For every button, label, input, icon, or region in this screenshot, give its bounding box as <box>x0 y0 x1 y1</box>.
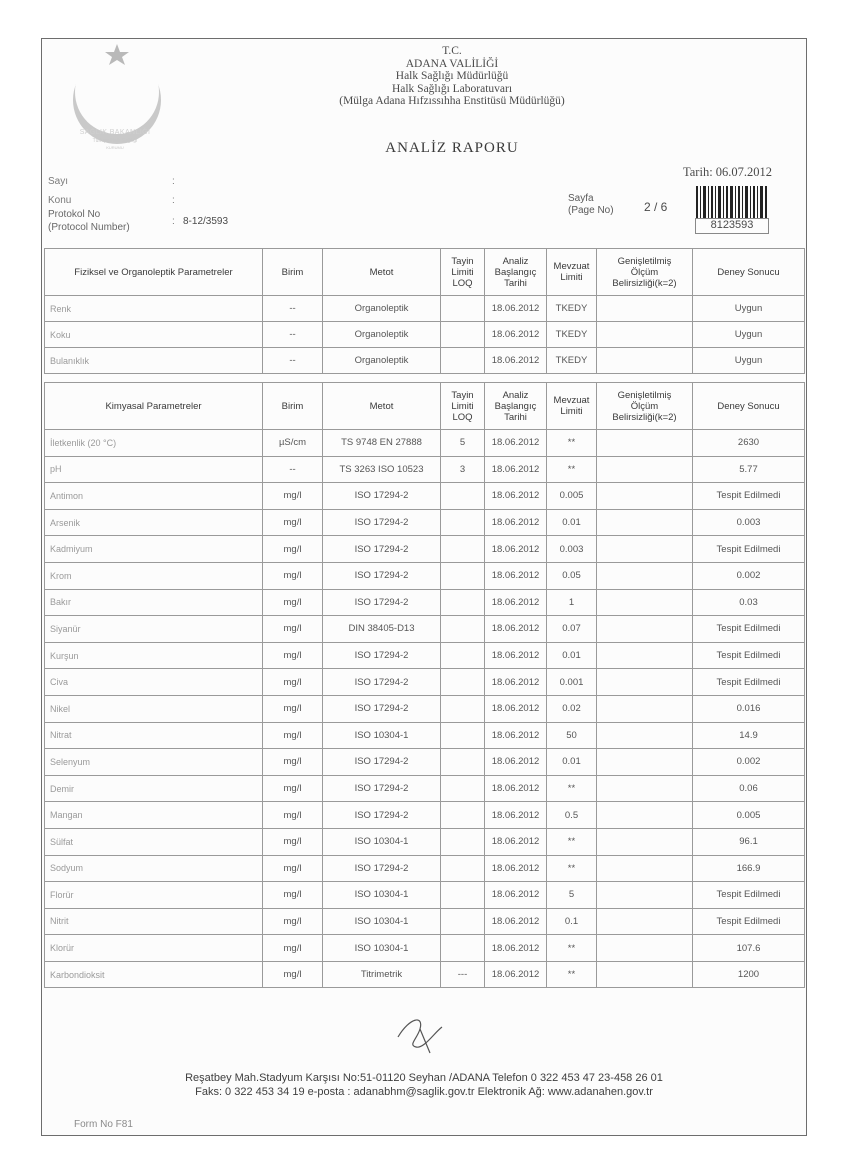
result-cell: 0.002 <box>693 562 805 589</box>
unit-cell: -- <box>263 348 323 374</box>
table-header-row <box>45 249 805 296</box>
unit-column-header: Birim <box>263 383 323 430</box>
unit-cell: mg/l <box>263 695 323 722</box>
limit-cell: ** <box>547 828 597 855</box>
table-row <box>45 430 805 457</box>
date-cell: 18.06.2012 <box>485 935 547 962</box>
header-line: LOQ <box>452 277 473 289</box>
uncertainty-cell <box>597 322 693 348</box>
unit-cell: mg/l <box>263 589 323 616</box>
unit-column-header: Birim <box>263 249 323 296</box>
date-cell: 18.06.2012 <box>485 882 547 909</box>
limit-cell: ** <box>547 775 597 802</box>
result-cell: Tespit Edilmedi <box>693 882 805 909</box>
result-column-header: Deney Sonucu <box>693 249 805 296</box>
page-number: 2 / 6 <box>644 200 668 214</box>
table-row <box>45 509 805 536</box>
uncertainty-cell <box>597 669 693 696</box>
method-cell: ISO 17294-2 <box>323 642 441 669</box>
parameter-cell: Antimon <box>45 483 263 510</box>
unit-cell: mg/l <box>263 562 323 589</box>
limit-cell: 0.02 <box>547 695 597 722</box>
limit-cell: 50 <box>547 722 597 749</box>
limit-cell: 0.01 <box>547 749 597 776</box>
limit-column-header <box>547 383 597 430</box>
table-row <box>45 456 805 483</box>
parameter-cell: Selenyum <box>45 749 263 776</box>
report-title: ANALİZ RAPORU <box>385 140 519 156</box>
limit-cell: ** <box>547 456 597 483</box>
parameter-cell: Civa <box>45 669 263 696</box>
unit-cell: -- <box>263 296 323 322</box>
date-cell: 18.06.2012 <box>485 456 547 483</box>
footer-contact <box>42 1071 806 1099</box>
logo-caption-3: KURUMU <box>106 145 124 150</box>
header-line: Analiz <box>502 255 529 267</box>
uncertainty-cell <box>597 562 693 589</box>
parameter-cell: Florür <box>45 882 263 909</box>
method-cell: TS 9748 EN 27888 <box>323 430 441 457</box>
parameter-cell: Bulanıklık <box>45 348 263 374</box>
result-cell: 0.016 <box>693 695 805 722</box>
loq-cell <box>441 935 485 962</box>
loq-cell <box>441 855 485 882</box>
header-line: Limiti <box>451 266 474 278</box>
header-line: Tayin <box>451 255 474 267</box>
parameter-cell: Nitrit <box>45 908 263 935</box>
method-cell: Organoleptik <box>323 296 441 322</box>
uncertainty-cell <box>597 935 693 962</box>
chemical-parameters-table <box>44 382 805 988</box>
parameter-cell: Klorür <box>45 935 263 962</box>
table-row <box>45 669 805 696</box>
parameter-cell: Sodyum <box>45 855 263 882</box>
table-row <box>45 855 805 882</box>
limit-cell: 0.001 <box>547 669 597 696</box>
date-cell: 18.06.2012 <box>485 642 547 669</box>
header-line: Başlangıç <box>494 400 537 412</box>
unit-cell: mg/l <box>263 669 323 696</box>
heading-line: ADANA VALİLİĞİ <box>405 57 499 70</box>
date-cell: 18.06.2012 <box>485 483 547 510</box>
method-cell: Organoleptik <box>323 348 441 374</box>
protocol-label-en: (Protocol Number) <box>48 222 130 233</box>
unit-cell: -- <box>263 456 323 483</box>
parameter-cell: pH <box>45 456 263 483</box>
method-cell: ISO 17294-2 <box>323 775 441 802</box>
result-cell: 14.9 <box>693 722 805 749</box>
unit-cell: mg/l <box>263 882 323 909</box>
uncertainty-cell <box>597 961 693 988</box>
date-cell: 18.06.2012 <box>485 855 547 882</box>
result-cell: 0.003 <box>693 509 805 536</box>
parameter-cell: Arsenik <box>45 509 263 536</box>
unit-cell: mg/l <box>263 775 323 802</box>
physical-parameters-table <box>44 248 805 374</box>
method-cell: ISO 17294-2 <box>323 802 441 829</box>
method-cell: ISO 17294-2 <box>323 749 441 776</box>
loq-cell <box>441 616 485 643</box>
uncertainty-cell <box>597 882 693 909</box>
header-line: Başlangıç <box>494 266 537 278</box>
uncertainty-cell <box>597 296 693 322</box>
table-row <box>45 828 805 855</box>
loq-cell <box>441 749 485 776</box>
header-line: LOQ <box>452 411 473 423</box>
limit-cell: 0.1 <box>547 908 597 935</box>
limit-cell: ** <box>547 961 597 988</box>
date-column-header <box>485 249 547 296</box>
unit-cell: mg/l <box>263 722 323 749</box>
uncertainty-cell <box>597 775 693 802</box>
date-cell: 18.06.2012 <box>485 749 547 776</box>
unit-cell: mg/l <box>263 908 323 935</box>
table-row <box>45 935 805 962</box>
method-cell: ISO 17294-2 <box>323 855 441 882</box>
signature-icon <box>390 1007 450 1057</box>
unit-cell: mg/l <box>263 749 323 776</box>
param-column-header: Fiziksel ve Organoleptik Parametreler <box>45 249 263 296</box>
loq-cell: 5 <box>441 430 485 457</box>
limit-cell: ** <box>547 935 597 962</box>
result-cell: 166.9 <box>693 855 805 882</box>
table-row <box>45 322 805 348</box>
parameter-cell: Koku <box>45 322 263 348</box>
table-row <box>45 296 805 322</box>
method-cell: TS 3263 ISO 10523 <box>323 456 441 483</box>
table-row <box>45 642 805 669</box>
barcode-number: 8123593 <box>695 218 769 234</box>
method-cell: ISO 17294-2 <box>323 695 441 722</box>
uncertainty-cell <box>597 828 693 855</box>
table-row <box>45 536 805 563</box>
header-line: Genişletilmiş <box>617 389 672 401</box>
loq-cell <box>441 695 485 722</box>
konu-separator: : <box>172 195 175 206</box>
table-row <box>45 483 805 510</box>
uncertainty-column-header <box>597 383 693 430</box>
header-line: Ölçüm <box>630 400 659 412</box>
date-cell: 18.06.2012 <box>485 828 547 855</box>
date-cell: 18.06.2012 <box>485 669 547 696</box>
protocol-number: 8-12/3593 <box>183 216 229 227</box>
date-cell: 18.06.2012 <box>485 296 547 322</box>
table-row <box>45 589 805 616</box>
loq-cell <box>441 882 485 909</box>
uncertainty-cell <box>597 509 693 536</box>
uncertainty-cell <box>597 908 693 935</box>
unit-cell: mg/l <box>263 961 323 988</box>
konu-label: Konu <box>48 195 72 206</box>
result-cell: 0.005 <box>693 802 805 829</box>
loq-cell: --- <box>441 961 485 988</box>
header-line: Mevzuat <box>553 261 590 272</box>
parameter-cell: İletkenlik (20 °C) <box>45 430 263 457</box>
result-cell: 1200 <box>693 961 805 988</box>
uncertainty-cell <box>597 802 693 829</box>
table-row <box>45 961 805 988</box>
limit-cell: 5 <box>547 882 597 909</box>
unit-cell: mg/l <box>263 828 323 855</box>
uncertainty-cell <box>597 536 693 563</box>
loq-cell: 3 <box>441 456 485 483</box>
header-line: Tayin <box>451 389 474 401</box>
parameter-cell: Bakır <box>45 589 263 616</box>
heading-line: Halk Sağlığı Laboratuvarı <box>391 82 513 95</box>
result-cell: Tespit Edilmedi <box>693 908 805 935</box>
date-cell: 18.06.2012 <box>485 961 547 988</box>
parameter-cell: Nitrat <box>45 722 263 749</box>
result-cell: Uygun <box>693 296 805 322</box>
result-cell: 0.03 <box>693 589 805 616</box>
form-number: Form No F81 <box>74 1119 133 1130</box>
method-cell: ISO 17294-2 <box>323 483 441 510</box>
header-line: Limiti <box>560 406 583 417</box>
parameter-cell: Demir <box>45 775 263 802</box>
uncertainty-cell <box>597 749 693 776</box>
result-cell: 0.002 <box>693 749 805 776</box>
table-row <box>45 348 805 374</box>
method-column-header: Metot <box>323 383 441 430</box>
limit-cell: 0.5 <box>547 802 597 829</box>
uncertainty-cell <box>597 483 693 510</box>
date-cell: 18.06.2012 <box>485 775 547 802</box>
sayi-separator: : <box>172 176 175 187</box>
method-cell: ISO 10304-1 <box>323 935 441 962</box>
table-row <box>45 722 805 749</box>
method-cell: ISO 10304-1 <box>323 908 441 935</box>
loq-cell <box>441 322 485 348</box>
loq-cell <box>441 722 485 749</box>
param-column-header: Kimyasal Parametreler <box>45 383 263 430</box>
uncertainty-cell <box>597 430 693 457</box>
limit-cell: 0.003 <box>547 536 597 563</box>
protocol-separator: : <box>172 216 175 227</box>
header-line: Genişletilmiş <box>617 255 672 267</box>
limit-cell: 0.05 <box>547 562 597 589</box>
institution-heading <box>192 45 712 108</box>
uncertainty-cell <box>597 695 693 722</box>
unit-cell: mg/l <box>263 935 323 962</box>
report-date: Tarih: 06.07.2012 <box>683 165 773 179</box>
result-cell: Tespit Edilmedi <box>693 616 805 643</box>
header-line: Belirsizliği(k=2) <box>612 411 677 423</box>
heading-line: Halk Sağlığı Müdürlüğü <box>395 70 509 82</box>
limit-cell: TKEDY <box>547 296 597 322</box>
date-cell: 18.06.2012 <box>485 722 547 749</box>
loq-cell <box>441 536 485 563</box>
loq-cell <box>441 828 485 855</box>
header-line: Tarihi <box>504 277 527 289</box>
unit-cell: mg/l <box>263 509 323 536</box>
uncertainty-cell <box>597 722 693 749</box>
parameter-cell: Siyanür <box>45 616 263 643</box>
date-cell: 18.06.2012 <box>485 322 547 348</box>
limit-cell: TKEDY <box>547 322 597 348</box>
loq-cell <box>441 802 485 829</box>
report-page <box>41 38 807 1136</box>
header-line: Mevzuat <box>553 395 590 406</box>
table-row <box>45 562 805 589</box>
date-cell: 18.06.2012 <box>485 616 547 643</box>
uncertainty-cell <box>597 616 693 643</box>
loq-cell <box>441 483 485 510</box>
logo-caption: SAĞLIK BAKANLIĞI <box>79 129 151 136</box>
unit-cell: mg/l <box>263 802 323 829</box>
method-cell: ISO 17294-2 <box>323 509 441 536</box>
limit-cell: TKEDY <box>547 348 597 374</box>
uncertainty-cell <box>597 642 693 669</box>
parameter-cell: Nikel <box>45 695 263 722</box>
result-cell: 5.77 <box>693 456 805 483</box>
limit-column-header <box>547 249 597 296</box>
parameter-cell: Kadmiyum <box>45 536 263 563</box>
method-cell: ISO 10304-1 <box>323 882 441 909</box>
loq-cell <box>441 642 485 669</box>
sayi-label: Sayı <box>48 176 69 187</box>
result-cell: Tespit Edilmedi <box>693 642 805 669</box>
date-column-header <box>485 383 547 430</box>
page-label-tr: Sayfa <box>568 193 594 204</box>
result-cell: Tespit Edilmedi <box>693 536 805 563</box>
result-cell: 96.1 <box>693 828 805 855</box>
parameter-cell: Mangan <box>45 802 263 829</box>
loq-cell <box>441 589 485 616</box>
method-cell: ISO 10304-1 <box>323 722 441 749</box>
logo-caption-2: Türkiye Halk Sağlığı <box>92 138 138 144</box>
header-line: Limiti <box>451 400 474 412</box>
protocol-label: Protokol No <box>48 209 101 220</box>
date-cell: 18.06.2012 <box>485 562 547 589</box>
header-line: Belirsizliği(k=2) <box>612 277 677 289</box>
header-line: Analiz <box>502 389 529 401</box>
method-cell: Titrimetrik <box>323 961 441 988</box>
unit-cell: mg/l <box>263 536 323 563</box>
loq-cell <box>441 562 485 589</box>
method-cell: ISO 17294-2 <box>323 536 441 563</box>
unit-cell: mg/l <box>263 616 323 643</box>
table-row <box>45 802 805 829</box>
result-cell: Tespit Edilmedi <box>693 483 805 510</box>
table-row <box>45 908 805 935</box>
limit-cell: 1 <box>547 589 597 616</box>
parameter-cell: Krom <box>45 562 263 589</box>
result-cell: Uygun <box>693 348 805 374</box>
parameter-cell: Kurşun <box>45 642 263 669</box>
header-line: Limiti <box>560 272 583 283</box>
limit-cell: ** <box>547 855 597 882</box>
result-column-header: Deney Sonucu <box>693 383 805 430</box>
table-row <box>45 749 805 776</box>
method-cell: ISO 17294-2 <box>323 669 441 696</box>
table-row <box>45 695 805 722</box>
date-cell: 18.06.2012 <box>485 908 547 935</box>
uncertainty-cell <box>597 589 693 616</box>
loq-cell <box>441 296 485 322</box>
uncertainty-column-header <box>597 249 693 296</box>
result-cell: Tespit Edilmedi <box>693 669 805 696</box>
unit-cell: mg/l <box>263 483 323 510</box>
loq-cell <box>441 669 485 696</box>
page-label <box>568 193 614 217</box>
loq-column-header <box>441 383 485 430</box>
table-header-row <box>45 383 805 430</box>
header-line: Tarihi <box>504 411 527 423</box>
result-cell: 0.06 <box>693 775 805 802</box>
date-cell: 18.06.2012 <box>485 589 547 616</box>
limit-cell: ** <box>547 430 597 457</box>
loq-cell <box>441 908 485 935</box>
date-cell: 18.06.2012 <box>485 695 547 722</box>
page-label-en: (Page No) <box>568 205 614 216</box>
table-row <box>45 775 805 802</box>
limit-cell: 0.01 <box>547 642 597 669</box>
unit-cell: mg/l <box>263 642 323 669</box>
method-cell: ISO 17294-2 <box>323 562 441 589</box>
parameter-cell: Karbondioksit <box>45 961 263 988</box>
loq-cell <box>441 348 485 374</box>
result-cell: 2630 <box>693 430 805 457</box>
method-cell: ISO 10304-1 <box>323 828 441 855</box>
header-line: Ölçüm <box>630 266 659 278</box>
loq-cell <box>441 509 485 536</box>
limit-cell: 0.07 <box>547 616 597 643</box>
date-cell: 18.06.2012 <box>485 536 547 563</box>
loq-column-header <box>441 249 485 296</box>
unit-cell: µS/cm <box>263 430 323 457</box>
date-cell: 18.06.2012 <box>485 348 547 374</box>
uncertainty-cell <box>597 348 693 374</box>
parameter-cell: Renk <box>45 296 263 322</box>
table-row <box>45 882 805 909</box>
limit-cell: 0.005 <box>547 483 597 510</box>
result-cell: Uygun <box>693 322 805 348</box>
footer-contact-line: Faks: 0 322 453 34 19 e-posta : adanabhm@saglik.gov.tr Elektronik Ağ: www.adanahen.gov.tr <box>195 1086 653 1098</box>
date-cell: 18.06.2012 <box>485 802 547 829</box>
footer-address: Reşatbey Mah.Stadyum Karşısı No:51-01120 Seyhan /ADANA Telefon 0 322 453 47 23-458 26 01 <box>185 1072 663 1084</box>
date-cell: 18.06.2012 <box>485 509 547 536</box>
heading-line: T.C. <box>442 45 462 57</box>
method-cell: Organoleptik <box>323 322 441 348</box>
method-column-header: Metot <box>323 249 441 296</box>
unit-cell: mg/l <box>263 855 323 882</box>
heading-line: (Mülga Adana Hıfzıssıhha Enstitüsü Müdürlüğü) <box>339 95 565 107</box>
method-cell: DIN 38405-D13 <box>323 616 441 643</box>
unit-cell: -- <box>263 322 323 348</box>
date-cell: 18.06.2012 <box>485 430 547 457</box>
limit-cell: 0.01 <box>547 509 597 536</box>
uncertainty-cell <box>597 855 693 882</box>
result-cell: 107.6 <box>693 935 805 962</box>
loq-cell <box>441 775 485 802</box>
table-row <box>45 616 805 643</box>
parameter-cell: Sülfat <box>45 828 263 855</box>
uncertainty-cell <box>597 456 693 483</box>
method-cell: ISO 17294-2 <box>323 589 441 616</box>
